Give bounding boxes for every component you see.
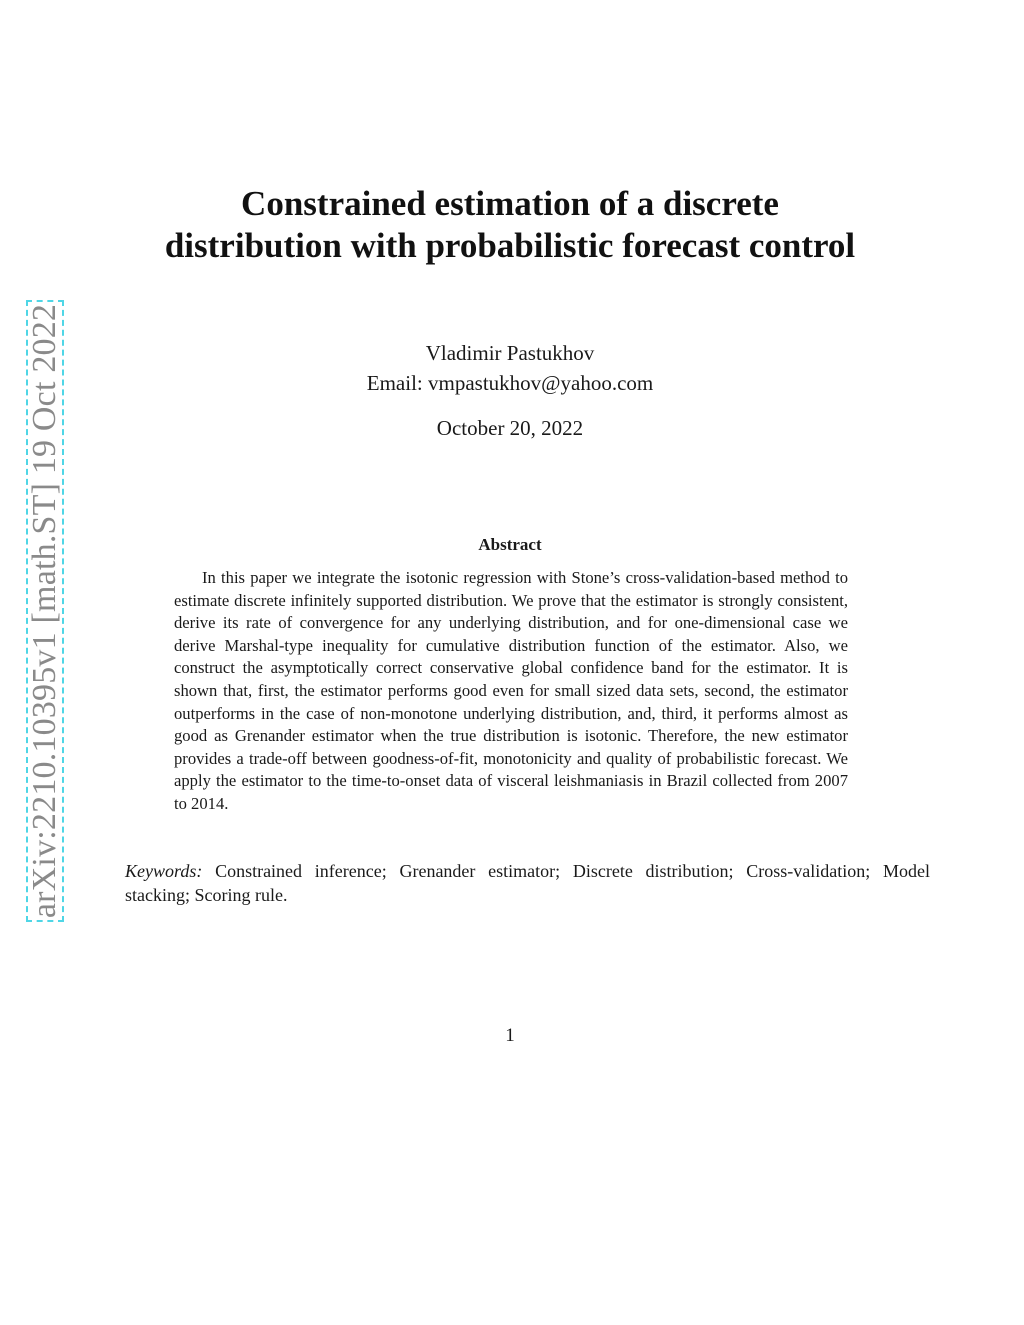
paper-title: Constrained estimation of a discrete distribution with probabilistic forecast control	[164, 184, 856, 265]
arxiv-stamp	[26, 300, 64, 922]
arxiv-stamp-text: arXiv:2210.10395v1 [math.ST] 19 Oct 2022	[26, 303, 64, 919]
keywords	[125, 859, 930, 907]
keywords-text: Constrained inference; Grenander estimator; Discrete distribution; Cross-validation; Model stacking; Scoring rule.	[125, 861, 931, 905]
paper-date: October 20, 2022	[436, 416, 584, 440]
author-name: Vladimir Pastukhov	[425, 341, 595, 365]
author-email: Email: vmpastukhov@yahoo.com	[366, 371, 654, 395]
keywords-label: Keywords:	[125, 861, 203, 881]
abstract-text: In this paper we integrate the isotonic regression with Stone’s cross-validation-based method to estimate discrete infinitely supported distribution. We prove that the estimator is strongly consistent, derive its rate of convergence for any underlying distribution, and for one-dimensional case we derive Marshal-type inequality for cumulative distribution function of the estimator. Also, we construct the asymptotically correct conservative global confidence band for the estimator. It is shown that, first, the estimator performs good even for small sized data sets, second, the estimator outperforms in the case of non-monotone underlying distribution, and, third, it performs almost as good as Grenander estimator when the true distribution is isotonic. Therefore, the new estimator provides a trade-off between goodness-of-fit, monotonicity and quality of probabilistic forecast. We apply the estimator to the time-to-onset data of visceral leishmaniasis in Brazil collected from 2007 to 2014.	[174, 568, 848, 813]
page-number: 1	[505, 1025, 515, 1046]
abstract-heading: Abstract	[478, 535, 542, 554]
author-block	[260, 338, 760, 398]
